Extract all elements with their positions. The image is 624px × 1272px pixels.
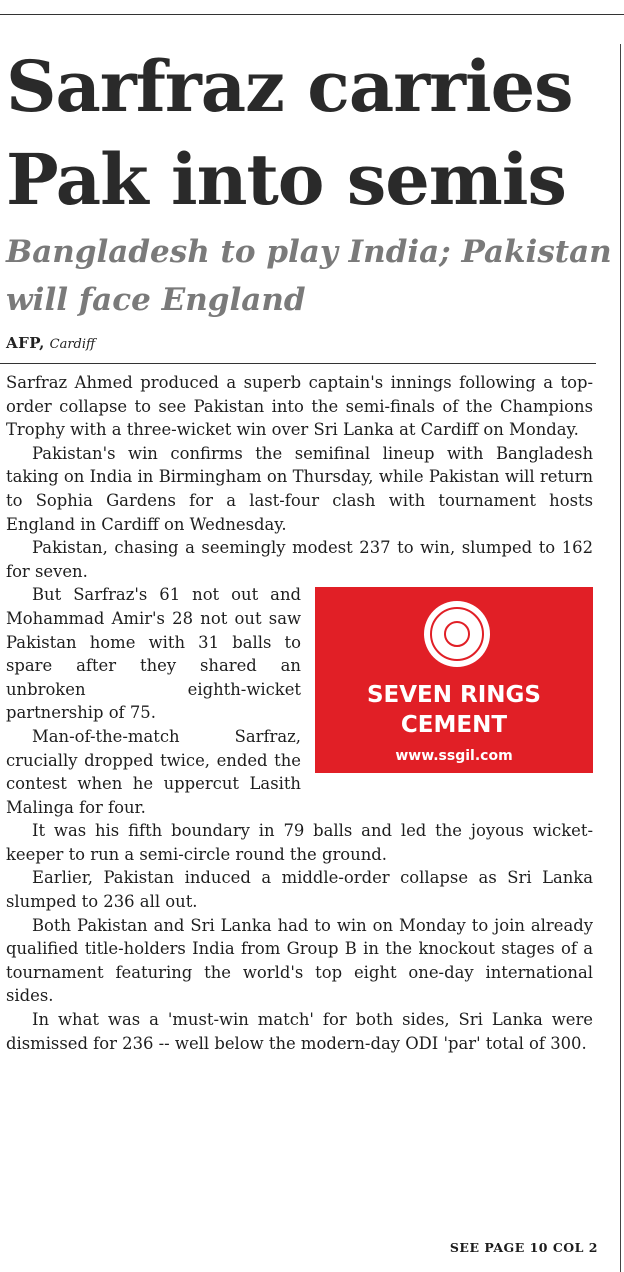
paragraph: Pakistan's win confirms the semifinal lineup with Bangladesh taking on India in Birmingham on Thursday, while Pakistan will return to Sophia Gardens for a last-four clash with tournament hosts England in Cardiff on Wednesday. <box>6 443 593 534</box>
ad-brand-name: SEVEN RINGS CEMENT <box>366 682 541 739</box>
seven-rings-logo-icon <box>424 601 490 667</box>
paragraph: Pakistan, chasing a seemingly modest 237 to win, slumped to 162 for seven. <box>6 538 593 581</box>
paragraph: But Sarfraz's 61 not out and Mohammad Amir's 28 not out saw Pakistan home with 31 balls to spare after they shared an unbroken eighth-wicket partnership of 75. <box>6 585 301 723</box>
column-rule <box>620 44 621 1272</box>
top-rule <box>0 14 624 15</box>
paragraph: It was his fifth boundary in 79 balls and led the joyous wicket-keeper to run a semi-circle round the ground. <box>6 821 593 864</box>
article-body <box>6 371 593 1055</box>
paragraph: Both Pakistan and Sri Lanka had to win on Monday to join already qualified title-holders India from Group B in the knockout stages of a tournament featuring the world's top eight one-day international sides. <box>6 915 593 1006</box>
headline: Sarfraz carries Pak into semis <box>6 45 573 221</box>
byline-location: Cardiff <box>49 337 96 352</box>
ad-url[interactable]: www.ssgil.com <box>395 748 513 765</box>
paragraph: Earlier, Pakistan induced a middle-order collapse as Sri Lanka slumped to 236 all out. <box>6 868 593 912</box>
byline-rule <box>0 363 596 364</box>
continuation-note: SEE PAGE 10 COL 2 <box>449 1240 598 1255</box>
byline-agency: AFP, <box>6 334 45 352</box>
paragraph: Man-of-the-match Sarfraz, crucially dropped twice, ended the contest when he uppercut Lasith Malinga for four. <box>6 726 301 817</box>
advertisement[interactable] <box>315 587 593 773</box>
subheadline: Bangladesh to play India; Pakistan will face England <box>6 234 612 318</box>
paragraph: Sarfraz Ahmed produced a superb captain's innings following a top-order collapse to see Pakistan into the semi-finals of the Champions Trophy with a three-wicket win over Sri Lanka at Cardiff on Monday. <box>6 373 593 440</box>
paragraph: In what was a 'must-win match' for both sides, Sri Lanka were dismissed for 236 -- well below the modern-day ODI 'par' total of 300. <box>6 1010 593 1053</box>
byline <box>6 334 95 352</box>
